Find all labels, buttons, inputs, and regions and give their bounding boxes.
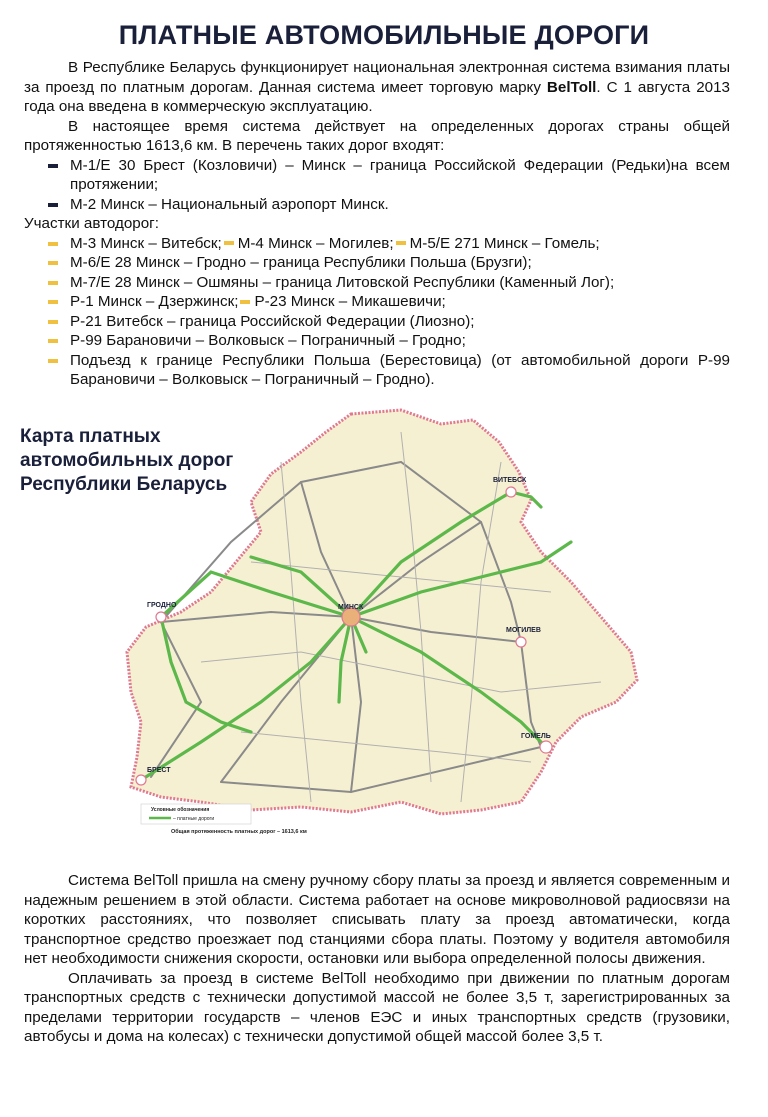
navy-bullet-icon (48, 164, 58, 168)
intro-text-b: . С 1 августа 2013 года она введена в коммерческую эксплуатацию. (24, 78, 730, 115)
city-label-grodno: ГРОДНО (147, 602, 177, 609)
full-road-item (24, 195, 730, 215)
section-item (24, 351, 730, 390)
section-item (24, 273, 730, 293)
section-text: Подъезд к границе Республики Польша (Берестовица) (от автомобильной дороги Р-99 Барановичи – Волковыск – Пограничный – Гродно). (70, 351, 730, 388)
city-label-vitebsk: ВИТЕБСК (493, 477, 527, 484)
yellow-bullet-icon (224, 241, 234, 245)
intro-paragraph-1 (24, 58, 730, 117)
city-label-gomel: ГОМЕЛЬ (521, 733, 551, 740)
section-text: М-7/Е 28 Минск – Ошмяны – граница Литовской Республики (Каменный Лог); (70, 273, 615, 291)
full-road-text: М-2 Минск – Национальный аэропорт Минск. (70, 195, 389, 213)
city-label-brest: БРЕСТ (147, 767, 171, 774)
section-item (24, 331, 730, 351)
sections-label: Участки автодорог: (24, 215, 159, 232)
map-title-line: Карта платных (20, 426, 161, 447)
yellow-bullet-icon (48, 242, 58, 246)
yellow-bullet-icon (396, 241, 406, 245)
brand-name: BelToll (321, 969, 367, 987)
bottom-text: пришла на смену ручному сбору платы за проезд и является современным и надежным решением в этой области. Система работает на основе микроволновой радиосвязи на коротких расстояниях, что позволяет списывать плату за проезд автоматически, когда транспортное средство проезжает под станциями сбора платы. Поэтому у водителя автомобиля нет необходимости снижения скорости, остановки или выбора определенной полосы движения. (24, 872, 731, 967)
bottom-paragraph-2 (24, 969, 730, 1047)
map-title-line: Республики Беларусь (20, 474, 228, 495)
yellow-bullet-icon (48, 281, 58, 285)
yellow-bullet-icon (48, 261, 58, 265)
bottom-block (24, 871, 730, 1047)
bottom-paragraph-1 (24, 871, 730, 969)
section-item (24, 292, 730, 312)
section-text: Р-23 Минск – Микашевичи; (254, 293, 446, 310)
yellow-bullet-icon (48, 339, 58, 343)
section-item (24, 312, 730, 332)
section-item (24, 234, 730, 254)
section-text: М-4 Минск – Могилев; (237, 234, 394, 252)
city-label-minsk: МИНСК (338, 604, 364, 611)
bottom-text: Оплачивать за проезд в системе (68, 969, 322, 987)
bottom-text: Система (68, 872, 134, 889)
intro-paragraph-2: В настоящее время система действует на определенных дорогах страны общей протяженностью 1613,6 км. В перечень таких дорог входят: (24, 117, 730, 154)
section-text: Р-99 Барановичи – Волковыск – Пограничный – Гродно; (70, 332, 466, 349)
map-title-line: автомобильных дорог (20, 450, 234, 471)
bottom-text: необходимо при движении по платным дорогам транспортных средств с технически допустимой массой не более 3,5 т, зарегистрированных за пределами территории государств – членов ЕЭС и иных транспортных средств (грузовики, автобусы и дома на колесах) с технически допустимой общей массой более 3,5 т. (24, 969, 730, 1045)
yellow-bullet-icon (240, 300, 250, 304)
legend-title: Условные обозначения (151, 807, 210, 813)
brand-name: BelToll (546, 78, 597, 96)
intro-block (24, 58, 730, 390)
page-title: ПЛАТНЫЕ АВТОМОБИЛЬНЫЕ ДОРОГИ (118, 20, 650, 50)
section-text: Р-21 Витебск – граница Российской Федерации (Лиозно); (70, 312, 475, 330)
city-label-mogilev: МОГИЛЕВ (506, 627, 541, 634)
full-road-text: М-1/Е 30 Брест (Козловичи) – Минск – граница Российской Федерации (Редьки)на всем протяжении; (70, 156, 730, 193)
section-item (24, 253, 730, 273)
map-title (20, 425, 233, 497)
brand-name: BelToll (133, 872, 179, 889)
section-text: М-3 Минск – Витебск; (70, 234, 222, 252)
section-text: Р-1 Минск – Дзержинск; (70, 293, 239, 310)
section-text: М-6/Е 28 Минск – Гродно – граница Республики Польша (Брузги); (70, 254, 532, 271)
legend-item: – платные дороги (173, 816, 215, 822)
intro-text-a: В Республике Беларусь функционирует национальная электронная система взимания платы за проезд по платным дорогам. Данная система имеет торговую марку (24, 59, 730, 96)
legend-total: Общая протяженность платных дорог – 1613,6 км (171, 829, 307, 835)
navy-bullet-icon (48, 203, 58, 207)
full-road-item (24, 156, 730, 195)
section-text: М-5/Е 271 Минск – Гомель; (409, 234, 600, 252)
yellow-bullet-icon (48, 300, 58, 304)
yellow-bullet-icon (48, 359, 58, 363)
yellow-bullet-icon (48, 320, 58, 324)
